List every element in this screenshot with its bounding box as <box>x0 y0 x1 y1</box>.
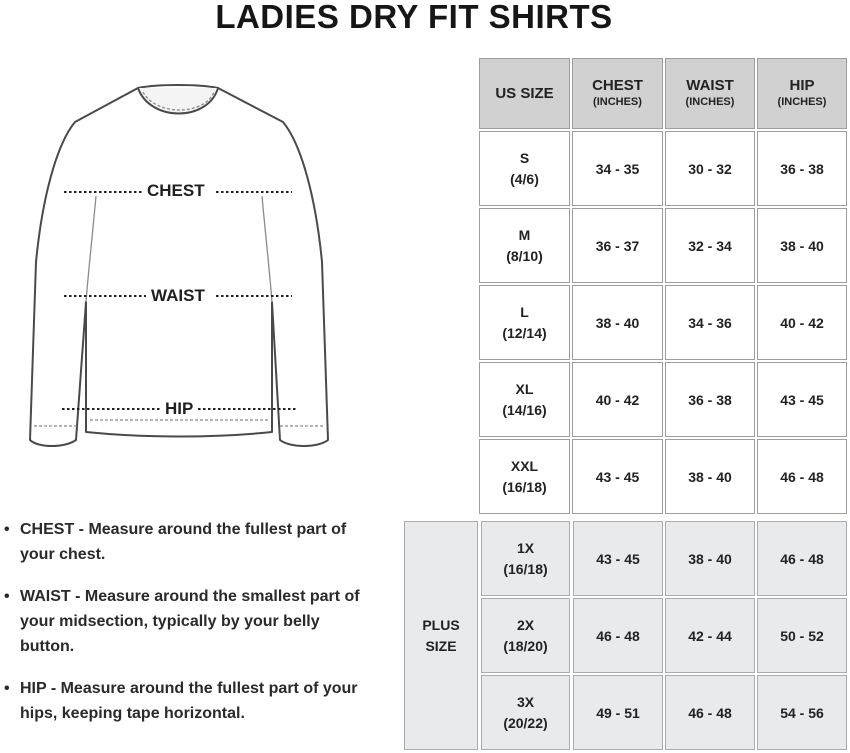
hip-value: 46 - 48 <box>757 521 847 596</box>
hip-value: 54 - 56 <box>757 675 847 750</box>
size-numeric: (16/18) <box>503 560 548 577</box>
size-letter: L <box>520 303 529 320</box>
header-chest <box>572 58 663 129</box>
waist-value: 38 - 40 <box>665 439 755 514</box>
chest-value: 43 - 45 <box>572 439 663 514</box>
plus-size-label <box>404 521 478 750</box>
size-numeric: (12/14) <box>502 324 547 341</box>
note-chest: • CHEST - Measure around the fullest part of your chest. <box>4 517 374 567</box>
header-unit: (INCHES) <box>685 96 735 108</box>
size-numeric: (20/22) <box>503 714 548 731</box>
header-waist <box>665 58 755 129</box>
size-cell <box>479 208 570 283</box>
header-hip <box>757 58 847 129</box>
chest-value: 49 - 51 <box>573 675 663 750</box>
size-cell <box>479 285 570 360</box>
hip-value: 43 - 45 <box>757 362 847 437</box>
header-unit: (INCHES) <box>593 96 642 108</box>
size-letter: M <box>518 226 531 243</box>
waist-value: 30 - 32 <box>665 131 755 206</box>
waist-label: WAIST <box>151 286 205 305</box>
hip-value: 50 - 52 <box>757 598 847 673</box>
chest-value: 46 - 48 <box>573 598 663 673</box>
hip-label: HIP <box>165 399 194 418</box>
size-cell <box>481 521 570 596</box>
waist-value: 38 - 40 <box>665 521 755 596</box>
page-title: LADIES DRY FIT SHIRTS <box>215 0 613 35</box>
size-letter: 3X <box>516 693 535 710</box>
hip-value: 38 - 40 <box>757 208 847 283</box>
size-numeric: (4/6) <box>510 170 539 187</box>
header-label: WAIST <box>686 77 734 94</box>
chest-value: 34 - 35 <box>572 131 663 206</box>
size-letter: XXL <box>510 457 539 474</box>
waist-value: 36 - 38 <box>665 362 755 437</box>
plus-label-line: SIZE <box>425 637 457 654</box>
size-numeric: (8/10) <box>506 247 543 264</box>
header-label: US SIZE <box>495 84 554 102</box>
measurement-notes <box>4 517 374 743</box>
size-numeric: (18/20) <box>503 637 548 654</box>
size-cell <box>481 598 570 673</box>
header-label: HIP <box>789 77 815 94</box>
size-cell <box>479 131 570 206</box>
chest-value: 38 - 40 <box>572 285 663 360</box>
waist-value: 42 - 44 <box>665 598 755 673</box>
size-letter: 2X <box>516 616 535 633</box>
waist-value: 34 - 36 <box>665 285 755 360</box>
note-waist: • WAIST - Measure around the smallest part of your midsection, typically by your belly button. <box>4 584 374 659</box>
chest-value: 40 - 42 <box>572 362 663 437</box>
note-hip: • HIP - Measure around the fullest part of your hips, keeping tape horizontal. <box>4 676 374 726</box>
size-cell <box>479 439 570 514</box>
hip-value: 46 - 48 <box>757 439 847 514</box>
chest-value: 43 - 45 <box>573 521 663 596</box>
header-label: CHEST <box>592 77 643 94</box>
hip-value: 36 - 38 <box>757 131 847 206</box>
waist-value: 32 - 34 <box>665 208 755 283</box>
size-numeric: (14/16) <box>502 401 547 418</box>
header-unit: (INCHES) <box>777 96 827 108</box>
size-numeric: (16/18) <box>502 478 547 495</box>
chest-label: CHEST <box>147 181 205 200</box>
header-us-size <box>479 58 570 129</box>
waist-value: 46 - 48 <box>665 675 755 750</box>
size-letter: S <box>519 149 530 166</box>
chest-value: 36 - 37 <box>572 208 663 283</box>
size-letter: XL <box>515 380 534 397</box>
size-cell <box>481 675 570 750</box>
size-cell <box>479 362 570 437</box>
plus-label-line: PLUS <box>422 616 460 633</box>
size-letter: 1X <box>516 539 535 556</box>
hip-value: 40 - 42 <box>757 285 847 360</box>
